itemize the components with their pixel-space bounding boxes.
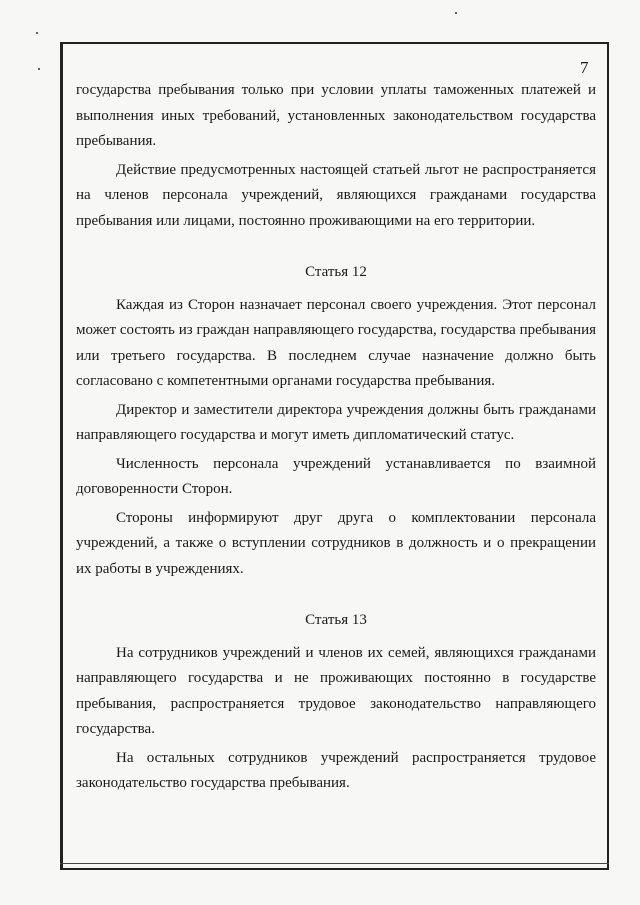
paragraph: На сотрудников учреждений и членов их семей, являющихся гражданами направляющего государства и не проживающих постоянно в государстве пребывания, распространяется трудовое законодательство направляющего государства. [76, 644, 596, 737]
document-body [76, 78, 596, 797]
scan-speck [455, 12, 457, 14]
page-number: 7 [580, 58, 589, 77]
paragraph: Численность персонала учреждений устанавливается по взаимной договоренности Сторон. [76, 455, 596, 497]
article-12-heading: Статья 12 [305, 264, 367, 280]
paragraph: Действие предусмотренных настоящей статьей льгот не распространяется на членов персонала учреждений, являющихся гражданами государства пребывания или лицами, постоянно проживающими на его территории. [76, 161, 596, 229]
scan-speck [36, 32, 38, 34]
paragraph: Каждая из Сторон назначает персонал своего учреждения. Этот персонал может состоять из граждан направляющего государства, государства пребывания или третьего государства. В последнем случае назначение должно быть согласовано с компетентными органами государства пребывания. [76, 296, 596, 389]
page-border-inner-line [60, 863, 609, 864]
article-13-heading: Статья 13 [305, 612, 367, 628]
paragraph: Директор и заместители директора учреждения должны быть гражданами направляющего государства и могут иметь дипломатический статус. [76, 401, 596, 443]
paragraph: Стороны информируют друг друга о комплектовании персонала учреждений, а также о вступлении сотрудников в должность и о прекращении их работы в учреждениях. [76, 509, 596, 577]
scan-speck [38, 68, 40, 70]
paragraph: государства пребывания только при условии уплаты таможенных платежей и выполнения иных требований, установленных законодательством государства пребывания. [76, 82, 596, 149]
paragraph: На остальных сотрудников учреждений распространяется трудовое законодательство государства пребывания. [76, 749, 596, 791]
